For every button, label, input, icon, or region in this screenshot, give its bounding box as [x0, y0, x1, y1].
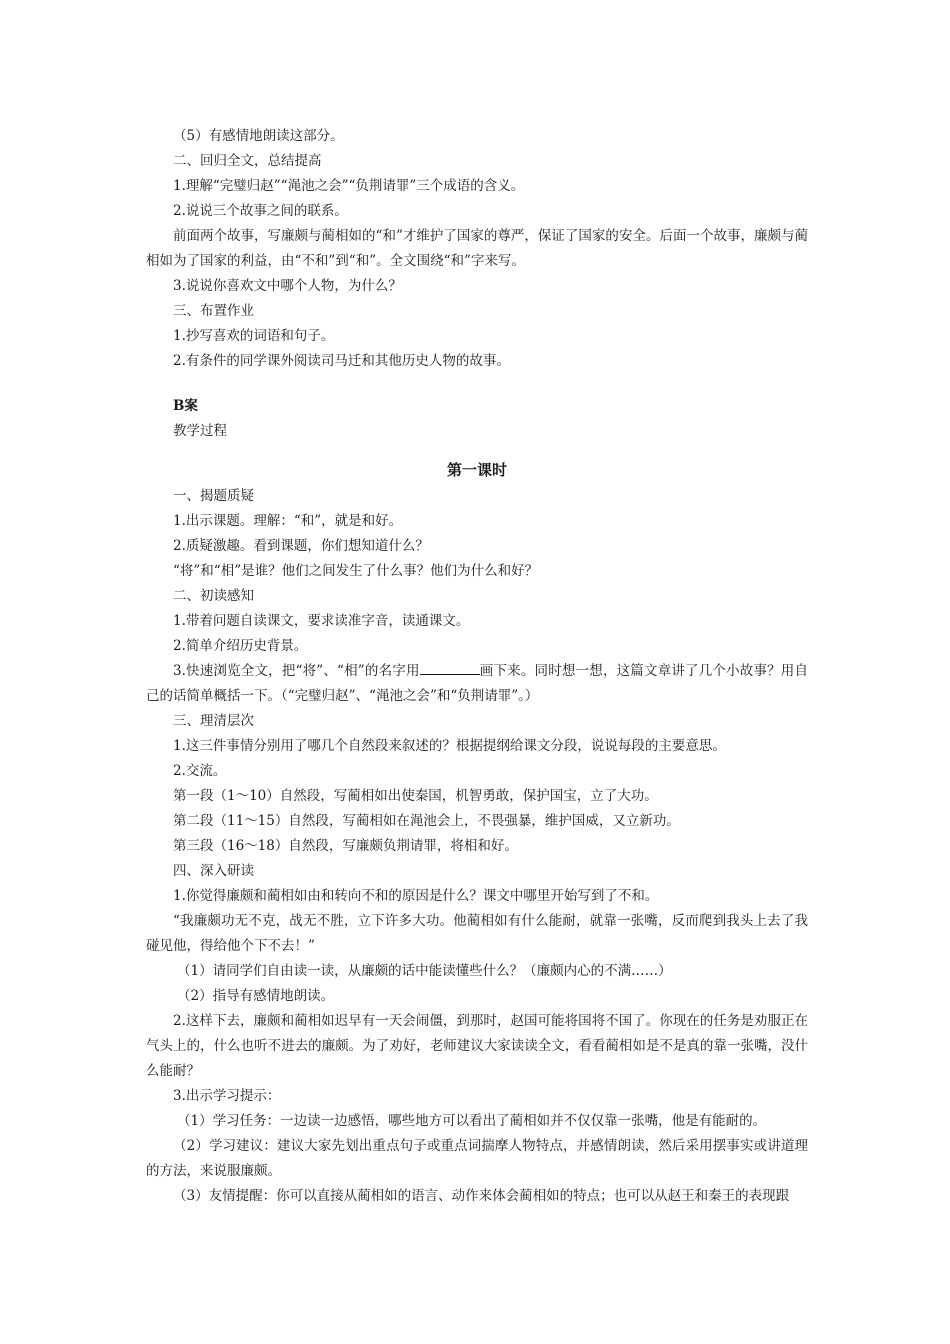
item-idioms: 1.理解“完璧归赵”“渑池之会”“负荆请罪”三个成语的含义。	[173, 178, 525, 194]
paragraph-summary: 前面两个故事，写廉颇与蔺相如的“和”才维护了国家的尊严，保证了国家的安全。后面一个故事，廉颇与蔺相如为了国家的利益，由“不和”到“和”。全文围绕“和”字来写。	[146, 228, 808, 269]
homework-item-1: 1.抄写喜欢的词语和句子。	[173, 328, 335, 344]
section-heading-homework: 三、布置作业	[173, 303, 254, 319]
quote-lian-po: “我廉颇功无不克，战无不胜，立下许多大功。他蔺相如有什么能耐，就靠一张嘴，反而爬到我头上去了我碰见他，得给他个下不去！”	[146, 913, 808, 954]
item-3-1: 1.这三件事情分别用了哪几个自然段来叙述的？根据提纲给课文分段，说说每段的主要意思。	[173, 738, 726, 754]
item-1-3: “将”和“相”是谁？他们之间发生了什么事？他们为什么和好？	[173, 563, 539, 579]
item-4-3-2: （2）学习建议：建议大家先划出重点句子或重点词揣摩人物特点，并感情朗读，然后采用摆事实或讲道理的方法，来说服廉颇。	[146, 1138, 808, 1179]
section-heading-review: 二、回归全文，总结提高	[173, 153, 322, 169]
item-2-3-part-a: 3.快速浏览全文，把“将”、“相”的名字用	[173, 663, 420, 679]
section-heading-2: 二、初读感知	[173, 588, 254, 604]
item-1-2: 2.质疑激趣。看到课题，你们想知道什么？	[173, 538, 429, 554]
item-3-3: 第一段（1～10）自然段，写蔺相如出使秦国，机智勇敢，保护国宝，立了大功。	[173, 788, 658, 804]
item-3-2: 2.交流。	[173, 763, 227, 779]
item-2-1: 1.带着问题自读课文，要求读准字音，读通课文。	[173, 613, 470, 629]
lesson-title: 第一课时	[446, 461, 507, 479]
item-2-2: 2.简单介绍历史背景。	[173, 638, 308, 654]
item-4-3-1: （1）学习任务：一边读一边感悟，哪些地方可以看出了蔺相如并不仅仅靠一张嘴，他是有能耐的。	[177, 1113, 767, 1129]
document-page	[146, 124, 808, 1209]
fill-blank-line	[420, 660, 480, 675]
item-2-3-part-b: 画下来。同时想一想，这篇文章讲了几个小故事？用自己的话简单概括一下。（“完璧归赵”、“渑池之会”和“负荆请罪”。）	[146, 663, 808, 704]
step-5-read-aloud: （5）有感情地朗读这部分。	[173, 128, 344, 144]
plan-b-heading: B案	[173, 398, 198, 414]
item-4-q1: （1）请同学们自由读一读，从廉颇的话中能读懂些什么？（廉颇内心的不满……）	[177, 963, 672, 979]
item-story-links: 2.说说三个故事之间的联系。	[173, 203, 348, 219]
item-1-1: 1.出示课题。理解：“和”，就是和好。	[173, 513, 403, 529]
item-4-3: 3.出示学习提示：	[173, 1088, 281, 1104]
item-4-1: 1.你觉得廉颇和蔺相如由和转向不和的原因是什么？课文中哪里开始写到了不和。	[173, 888, 659, 904]
teaching-process-label: 教学过程	[173, 423, 227, 439]
section-heading-3: 三、理清层次	[173, 713, 254, 729]
item-favorite-character: 3.说说你喜欢文中哪个人物，为什么？	[173, 278, 402, 294]
item-3-5: 第三段（16～18）自然段，写廉颇负荆请罪，将相和好。	[173, 838, 518, 854]
section-heading-1: 一、揭题质疑	[173, 488, 254, 504]
item-2-3	[146, 659, 808, 709]
section-heading-4: 四、深入研读	[173, 863, 254, 879]
item-4-2: 2.这样下去，廉颇和蔺相如迟早有一天会闹僵，到那时，赵国可能将国将不国了。你现在的任务是劝服正在气头上的，什么也听不进去的廉颇。为了劝好，老师建议大家读读全文，看看蔺相如是不是真的靠一张嘴，没什么能耐？	[146, 1013, 808, 1079]
homework-item-2: 2.有条件的同学课外阅读司马迁和其他历史人物的故事。	[173, 353, 510, 369]
item-4-3-3: （3）友情提醒：你可以直接从蔺相如的语言、动作来体会蔺相如的特点；也可以从赵王和秦王的表现跟	[173, 1188, 790, 1204]
item-4-q2: （2）指导有感情地朗读。	[177, 988, 335, 1004]
item-3-4: 第二段（11～15）自然段，写蔺相如在渑池会上，不畏强暴，维护国威，又立新功。	[173, 813, 680, 829]
